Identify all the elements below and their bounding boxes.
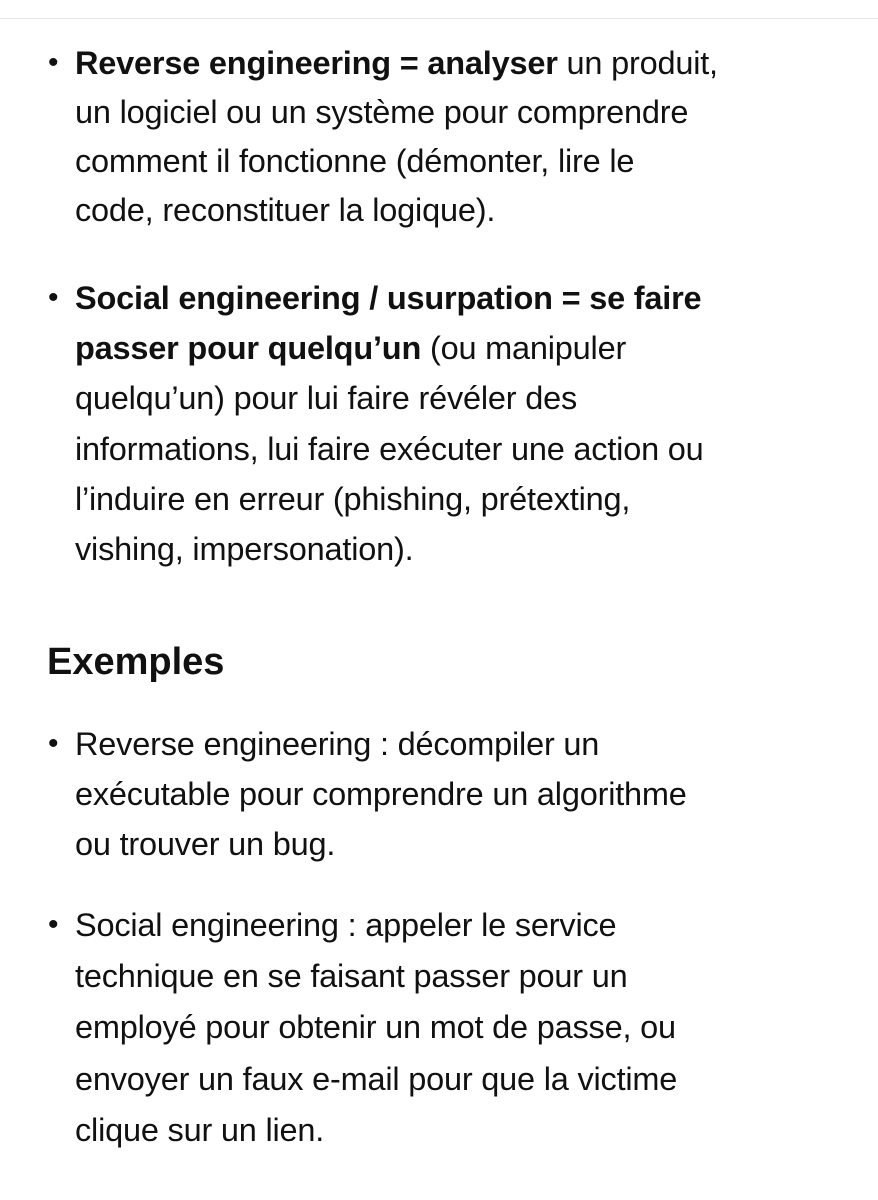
- text-line: quelqu’un) pour lui faire révéler des: [75, 380, 578, 416]
- text-line: technique en se faisant passer pour un: [75, 958, 628, 994]
- bullet: •: [48, 727, 59, 760]
- text-line: informations, lui faire exécuter une action ou: [75, 431, 704, 467]
- text-line: l’induire en erreur (phishing, prétexting,: [75, 481, 631, 517]
- text-line: employé pour obtenir un mot de passe, ou: [75, 1009, 676, 1045]
- bold-term: passer pour quelqu’un: [75, 330, 422, 366]
- text-line: Social engineering : appeler le service: [75, 907, 617, 943]
- text-line: ou trouver un bug.: [75, 826, 336, 862]
- text-line: comment il fonctionne (démonter, lire le: [75, 143, 635, 179]
- bold-term: Reverse engineering = analyser: [75, 45, 558, 81]
- text-line: clique sur un lien.: [75, 1112, 325, 1148]
- text: (ou manipuler: [421, 330, 627, 366]
- bold-term: Social engineering / usurpation = se faire: [75, 280, 702, 316]
- bullet: •: [48, 281, 59, 314]
- top-divider: [0, 18, 878, 19]
- bullet: •: [48, 908, 59, 941]
- text-line: vishing, impersonation).: [75, 531, 414, 567]
- text-line: envoyer un faux e-mail pour que la victime: [75, 1061, 678, 1097]
- text-line: code, reconstituer la logique).: [75, 192, 496, 228]
- text: un produit,: [557, 45, 718, 81]
- text-line: [75, 273, 701, 323]
- text-line: Reverse engineering : décompiler un: [75, 726, 600, 762]
- text-line: exécutable pour comprendre un algorithme: [75, 776, 687, 812]
- section-heading-examples: Exemples: [47, 641, 225, 683]
- text-line: [75, 323, 626, 373]
- text-line: un logiciel ou un système pour comprendre: [75, 94, 689, 130]
- text-line: [75, 38, 718, 88]
- bullet: •: [48, 46, 59, 79]
